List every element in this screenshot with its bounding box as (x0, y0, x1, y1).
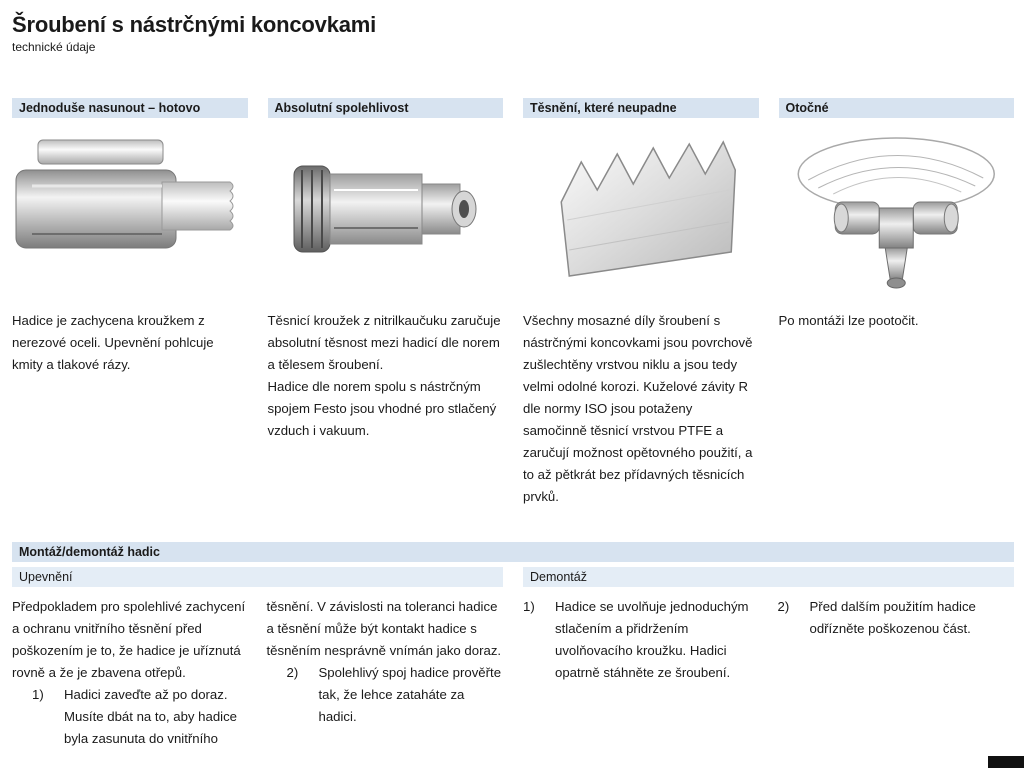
fitting-cutaway-seal-illustration (268, 118, 504, 310)
feature-column-swivel (779, 98, 1015, 542)
step-number: 1) (523, 599, 535, 614)
mounting-intro: Předpokladem pro spolehlivé zachycení a ochranu vnitřního těsnění před poškozením je to, že hadice je uříznutá rovně a že je zbavena otřepů. (12, 599, 246, 680)
column-header: Otočné (779, 98, 1015, 118)
step-number: 1) (32, 687, 44, 702)
mounting-text-col2 (267, 596, 504, 728)
step-text: Před dalším použitím hadice odřízněte poškozenou část. (809, 599, 976, 636)
dismounting-subsection (523, 567, 1014, 750)
mounting-step-2 (267, 662, 504, 728)
hose-with-retaining-ring-illustration (12, 118, 248, 310)
feature-paragraph: Těsnicí kroužek z nitrilkaučuku zaručuje absolutní těsnost mezi hadicí dle norem a tělesem šroubení. (267, 313, 501, 372)
feature-paragraph: Hadice je zachycena kroužkem z nerezové oceli. Upevnění pohlcuje kmity a tlakové rázy. (12, 313, 214, 372)
dismounting-text-col1 (523, 596, 760, 684)
mounting-step-1 (12, 684, 249, 750)
mounting-intro-continued: těsnění. V závislosti na toleranci hadice a těsnění může být kontakt hadice s těsněním nesprávně vnímán jako doraz. (266, 599, 502, 658)
mounting-text-col1 (12, 596, 249, 750)
dismounting-step-1 (523, 596, 760, 684)
mounting-subheader: Upevnění (12, 567, 503, 587)
mounting-subsection (12, 567, 503, 750)
feature-column-reliability (268, 98, 504, 542)
feature-column-seal (523, 98, 759, 542)
step-number: 2) (777, 599, 790, 614)
claw-ring-illustration (523, 118, 759, 310)
step-text: Hadici zaveďte až po doraz. Musíte dbát na to, aby hadice byla zasunuta do vnitřního (64, 687, 238, 746)
step-number: 2) (286, 665, 299, 680)
feature-column-push-in (12, 98, 248, 542)
features-grid (12, 98, 1014, 542)
column-header: Absolutní spolehlivost (268, 98, 504, 118)
dismounting-step-2 (778, 596, 1015, 640)
assembly-section-header: Montáž/demontáž hadic (12, 542, 1014, 562)
column-header: Jednoduše nasunout – hotovo (12, 98, 248, 118)
page-corner-mark (988, 756, 1024, 768)
column-header: Těsnění, které neupadne (523, 98, 759, 118)
swivel-fitting-illustration (779, 118, 1015, 310)
feature-paragraph: Po montáži lze pootočit. (778, 313, 919, 328)
assembly-section (12, 542, 1014, 750)
dismounting-subheader: Demontáž (523, 567, 1014, 587)
feature-paragraph: Všechny mosazné díly šroubení s nástrčnými koncovkami jsou povrchově zušlechtěny vrstvou niklu a jsou tedy velmi odolné korozi. Kuželové závity R dle normy ISO jsou potaženy samočinně těsnicí vrstvou PTFE a zaručují možnost opětovného použití, a to až pětkrát bez přídavných těsnicích prvků. (523, 313, 753, 504)
step-text: Spolehlivý spoj hadice prověřte tak, že lehce zataháte za hadici. (318, 665, 502, 724)
feature-paragraph: Hadice dle norem spolu s nástrčným spojem Festo jsou vhodné pro stlačený vzduch i vakuum. (267, 379, 497, 438)
page-subtitle: technické údaje (12, 40, 96, 54)
page-title: Šroubení s nástrčnými koncovkami (12, 12, 377, 37)
step-text: Hadice se uvolňuje jednoduchým stlačením a přidržením uvolňovacího kroužku. Hadici opatrně stáhněte ze šroubení. (555, 599, 749, 680)
dismounting-text-col2 (778, 596, 1015, 640)
